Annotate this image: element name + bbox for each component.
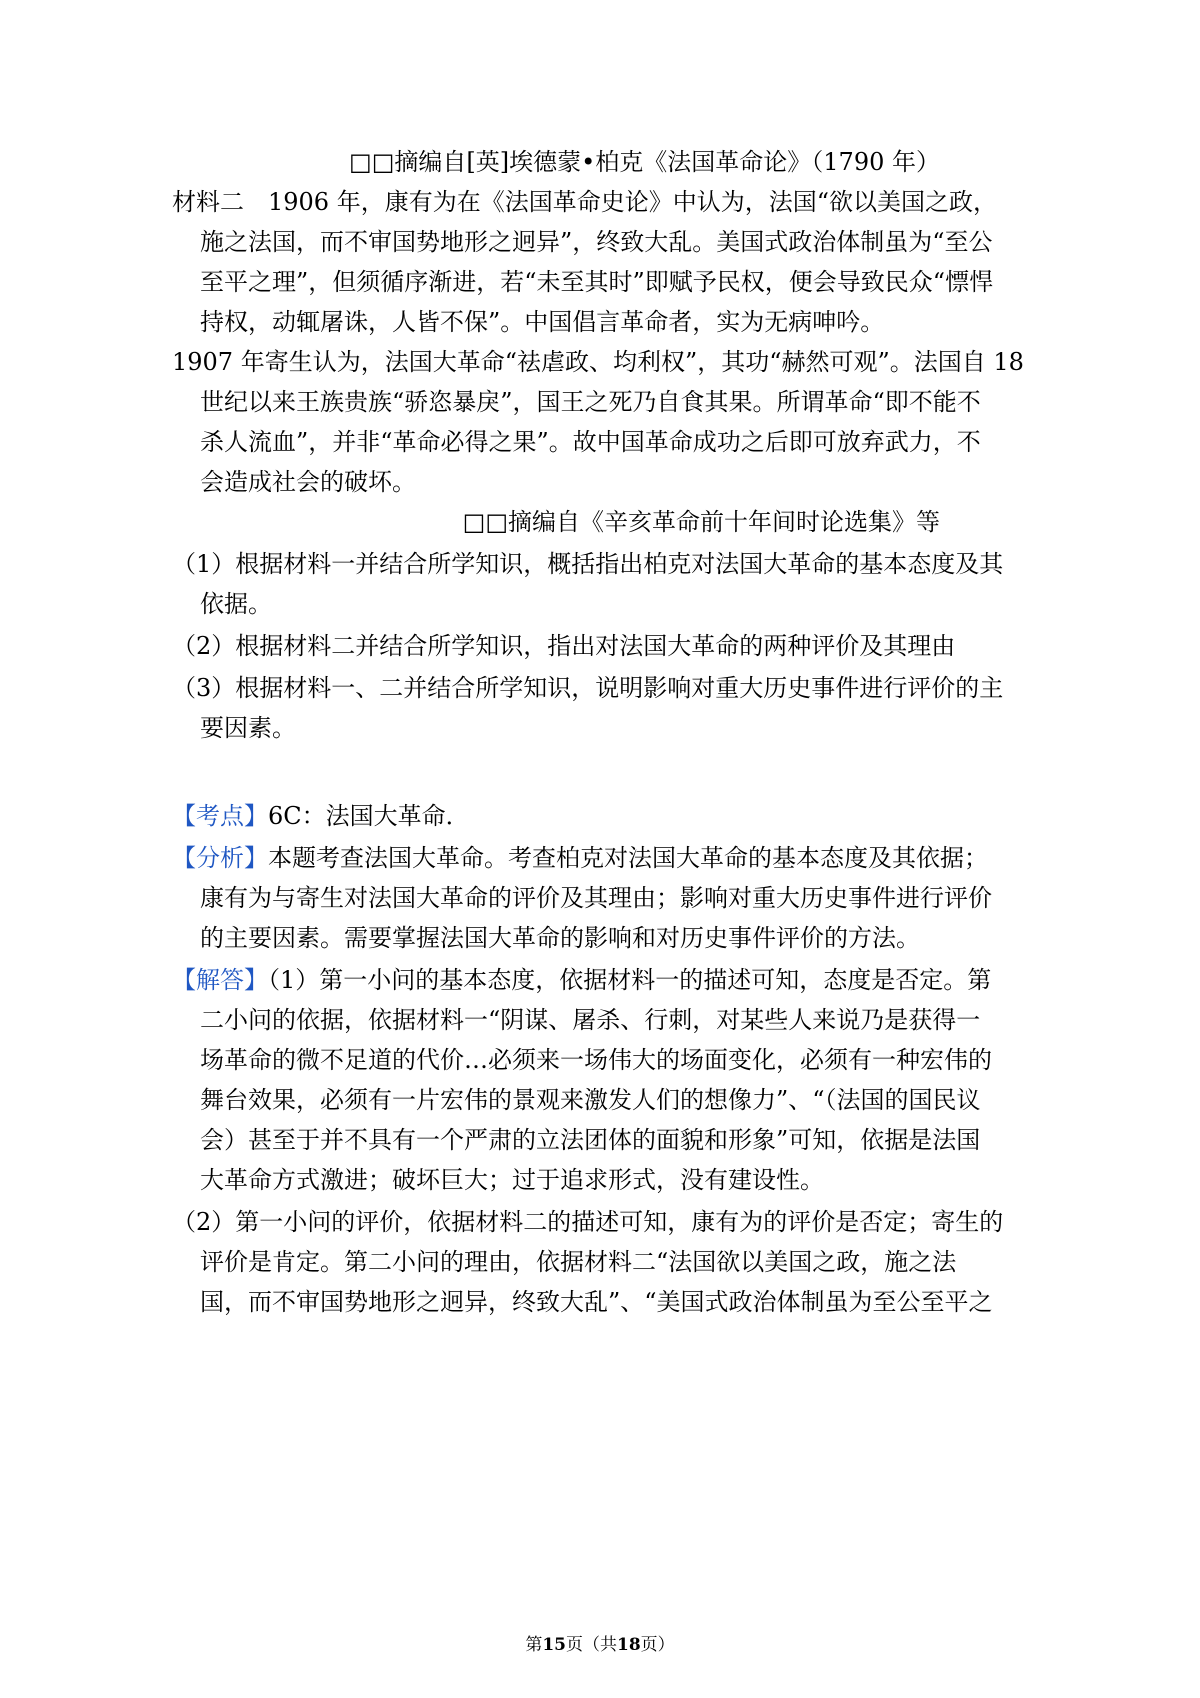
- source-citation-1: □□摘编自[英]埃德蒙•柏克《法国革命论》（1790 年）: [349, 148, 940, 176]
- para-1907-line-3: 杀人流血”，并非“革命必得之果”。故中国革命成功之后即可放弃武力，不: [200, 428, 981, 456]
- source-citation-2: □□摘编自《辛亥革命前十年间时论选集》等: [462, 508, 940, 536]
- para-1907-line-2: 世纪以来王族贵族“骄恣暴戾”，国王之死乃自食其果。所谓革命“即不能不: [200, 388, 981, 416]
- jieda-line-6: 大革命方式激进；破坏巨大；过于追求形式，没有建设性。: [200, 1166, 824, 1194]
- question-1-line-1: （1）根据材料一并结合所学知识，概括指出柏克对法国大革命的基本态度及其: [172, 550, 1004, 578]
- footer-page-number: 15: [542, 1635, 566, 1655]
- jieda-line-5: 会）甚至于并不具有一个严肃的立法团体的面貌和形象”可知，依据是法国: [200, 1126, 981, 1154]
- jieda-tag: 【解答】: [172, 966, 268, 994]
- kaodian-text: 6C：法国大革命．: [268, 802, 470, 830]
- page-footer: [0, 1634, 1200, 1656]
- jieda-line-2: 二小问的依据，依据材料一“阴谋、屠杀、行刺，对某些人来说乃是获得一: [200, 1006, 981, 1034]
- fenxi-text-1: 本题考查法国大革命。考查柏克对法国大革命的基本态度及其依据；: [268, 844, 988, 872]
- footer-total-pages: 18: [617, 1635, 641, 1655]
- question-2-line-1: （2）根据材料二并结合所学知识，指出对法国大革命的两种评价及其理由: [172, 632, 956, 660]
- material-two-line-3: 至平之理”，但须循序渐进，若“未至其时”即赋予民权，便会导致民众“慓悍: [200, 268, 994, 296]
- answer-2-line-3: 国，而不审国势地形之迥异，终致大乱”、“美国式政治体制虽为至公至平之: [200, 1288, 993, 1316]
- jieda-text-1: （1）第一小问的基本态度，依据材料一的描述可知，态度是否定。第: [268, 966, 992, 994]
- material-two-line-1: 材料二 1906 年，康有为在《法国革命史论》中认为，法国“欲以美国之政，: [172, 188, 997, 216]
- question-1-line-2: 依据。: [200, 590, 272, 618]
- fenxi-tag: 【分析】: [172, 844, 268, 872]
- footer-middle: 页（共: [566, 1635, 617, 1655]
- material-two-line-2: 施之法国，而不审国势地形之迥异”，终致大乱。美国式政治体制虽为“至公: [200, 228, 993, 256]
- fenxi-line-1: [172, 843, 988, 873]
- question-3-line-1: （3）根据材料一、二并结合所学知识，说明影响对重大历史事件进行评价的主: [172, 674, 1004, 702]
- answer-2-line-2: 评价是肯定。第二小问的理由，依据材料二“法国欲以美国之政，施之法: [200, 1248, 957, 1276]
- jieda-line-1: [172, 965, 991, 995]
- material-two-line-4: 持权，动辄屠诛，人皆不保”。中国倡言革命者，实为无病呻吟。: [200, 308, 885, 336]
- footer-prefix: 第: [525, 1635, 543, 1655]
- jieda-line-3: 场革命的微不足道的代价…必须来一场伟大的场面变化，必须有一种宏伟的: [200, 1046, 992, 1074]
- jieda-line-4: 舞台效果，必须有一片宏伟的景观来激发人们的想像力”、“（法国的国民议: [200, 1086, 981, 1114]
- fenxi-line-3: 的主要因素。需要掌握法国大革命的影响和对历史事件评价的方法。: [200, 924, 920, 952]
- footer-suffix: 页）: [640, 1635, 675, 1655]
- answer-2-line-1: （2）第一小问的评价，依据材料二的描述可知，康有为的评价是否定；寄生的: [172, 1208, 1004, 1236]
- question-3-line-2: 要因素。: [200, 714, 296, 742]
- para-1907-line-1: 1907 年寄生认为，法国大革命“祛虐政、均利权”，其功“赫然可观”。法国自 18: [172, 348, 1024, 376]
- fenxi-line-2: 康有为与寄生对法国大革命的评价及其理由；影响对重大历史事件进行评价: [200, 884, 992, 912]
- para-1907-line-4: 会造成社会的破坏。: [200, 468, 416, 496]
- kaodian-line: [172, 801, 470, 831]
- kaodian-tag: 【考点】: [172, 802, 268, 830]
